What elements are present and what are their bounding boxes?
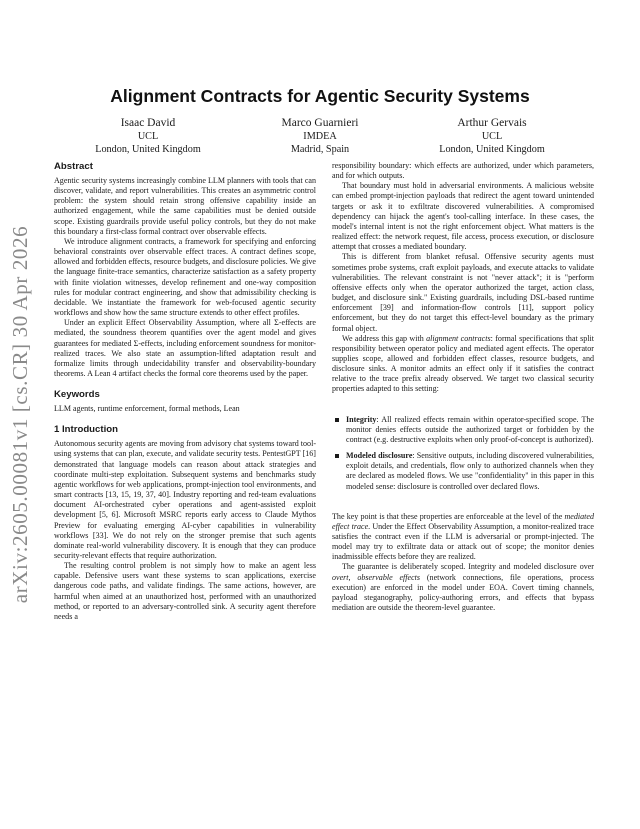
author-2 <box>230 116 410 156</box>
author-affiliation: UCL <box>137 131 159 142</box>
keywords-text: LLM agents, runtime enforcement, formal methods, Lean <box>54 404 240 414</box>
author-name: Isaac David <box>120 117 176 129</box>
abstract-paragraph: We introduce alignment contracts, a framework for specifying and enforcing behavioral constraints over observable effect traces. A contract defines scope, allowed and forbidden effects, resource budgets, and disclosure policies. We give the language finite-trace semantics, characterize satisfaction as a safety property with finite violation witnesses, develop refinement and one-way composition rules for modular contract engineering, and show that admissibility checking is decidable. We instantiate the framework for web-focused agentic security workflows and show how the same structure extends to other effect profiles. <box>54 236 316 318</box>
property-list <box>332 415 594 492</box>
body-paragraph: We address this gap with alignment contracts: formal specifications that split responsibility between operator policy and mediated agent effects. The operator supplies scope, allowed and forbidden effect classes, resource budgets, and disclosure sinks. A monitor admits an effect only if it satisfies the contract relative to the trace prefix already observed. We target two classical security properties adapted to this setting: <box>332 333 594 394</box>
author-affiliation: UCL <box>481 131 503 142</box>
emphasis: alignment contracts <box>426 333 491 343</box>
arxiv-identifier <box>4 0 38 829</box>
author-3 <box>402 116 582 156</box>
list-item: Integrity: All realized effects remain within operator-specified scope. The monitor denies effects outside the authorized target or forbidden by the contract (e.g. destructive exploits when only proof-of-concept is authorized). <box>332 415 594 445</box>
body-paragraph: The guarantee is deliberately scoped. Integrity and modeled disclosure over overt, observable effects (network connections, file operations, process execution) are enforced in the model under EOA. Covert timing channels, payload steganography, policy-authoring errors, and effects that bypass mediation are outside the theorem-level guarantee. <box>332 562 594 613</box>
abstract-paragraph: Agentic security systems increasingly combine LLM planners with tools that can discover, validate, and report vulnerabilities. This creates an asymmetric control problem: the system should retain strong offensive capability inside an authorized engagement, while the same capabilities must be denied outside scope. Existing guardrails provide useful policy controls, but they do not make this boundary a first-class formal contract over observable effects. <box>54 176 316 236</box>
abstract-paragraph: Under an explicit Effect Observability Assumption, where all Σ-effects are mediated, the soundness theorem quantifies over the agent model and gives guarantees for mediated Σ-effects, including enforcement soundness for monitor-realized traces. We also state an assumption-lifted adaptation result and formalize limits through undecidability transfer and observability-boundary theorems. A Lean 4 artifact checks the formal core theorems used by the paper. <box>54 318 316 378</box>
body-paragraph: That boundary must hold in adversarial environments. A malicious website can embed prompt-injection payloads that redirect the agent toward unintended targets or ask it to exfiltrate discovered vulnerabilities. A compromised dependency can hijack the agent's tool-calling interface. In these cases, the model's internal intent is not the right enforcement object. What matters is the realized effect: the network request, file access, process execution, or disclosure attempt that crosses a mediated boundary. <box>332 181 594 252</box>
intro-paragraph: The resulting control problem is not simply how to make an agent less capable. Defensive users want these systems to scan applications, exercise dangerous code paths, and validate findings. The same actions, however, are harmful when aimed at an unauthorized host, performed with an unauthorized method, or reported to an adversary-controlled sink. A security agent therefore needs a <box>54 561 316 621</box>
list-item: Modeled disclosure: Sensitive outputs, including discovered vulnerabilities, exploit details, and credentials, flow only to authorized channels when they are declared as modeled flows. We use "confidentiality" in this paper in this modeled sense: disclosure is controlled over declared flows. <box>332 451 594 492</box>
author-location: Madrid, Spain <box>290 144 350 155</box>
paper-title: Alignment Contracts for Agentic Security Systems <box>110 86 530 106</box>
author-1 <box>58 116 238 156</box>
keywords-heading: Keywords <box>54 389 100 401</box>
list-term: Integrity <box>346 414 377 424</box>
emphasis: mediated effect trace <box>332 511 594 531</box>
right-column <box>332 161 594 613</box>
list-term: Modeled disclosure <box>346 451 413 461</box>
author-affiliation: IMDEA <box>303 131 337 142</box>
author-name: Marco Guarnieri <box>281 117 359 129</box>
author-location: London, United Kingdom <box>439 144 545 155</box>
bullet-square-icon <box>335 454 339 458</box>
introduction-heading: 1 Introduction <box>54 424 118 436</box>
abstract-heading: Abstract <box>54 161 93 172</box>
body-paragraph: responsibility boundary: which effects are authorized, under which parameters, and for which outputs. <box>332 161 594 181</box>
author-location: London, United Kingdom <box>95 144 201 155</box>
left-column <box>54 161 316 622</box>
body-paragraph: This is different from blanket refusal. Offensive security agents must sometimes probe systems, craft exploit payloads, and execute attacks to validate vulnerabilities. The relevant constraint is not "never attack"; it is "perform offensive effects only when the operator authorized the target, action class, budget, and disclosure sink." Existing guardrails, including DSL-based runtime enforcement [39] and information-flow controls [11], support policy enforcement, but they do not target this effect-level boundary as the primary formal object. <box>332 252 594 333</box>
author-name: Arthur Gervais <box>457 117 527 129</box>
intro-paragraph: Autonomous security agents are moving from advisory chat systems toward tool-using systems that can plan, execute, and validate security tests. PentestGPT [16] demonstrated that language models can reason about attack strategies and coordinate multi-step exploitation. Subsequent systems and benchmarks study agentic workflows for web applications, prompt-injection tool environments, and smart contracts [13, 15, 19, 37, 40]. Industry reporting and red-team evaluations document AI-orchestrated cyber operations and agent-assisted exploit development [5, 6]. Microsoft MSRC reports early access to Claude Mythos Preview for evaluating emerging AI-cyber capabilities in vulnerability workflows [33]. We do not rely on the stronger premise that such agents dominate real-world vulnerability discovery. It is enough that they can produce security-relevant effects that require authorization. <box>54 439 316 560</box>
emphasis: overt, observable effects <box>332 572 421 582</box>
body-paragraph: The key point is that these properties are enforceable at the level of the mediated effect trace. Under the Effect Observability Assumption, a monitor-realized trace satisfies the contract even if the LLM is adversarial or prompt-injected. The model may try to exfiltrate data or attack out of scope; the monitor denies inadmissible effects before they are realized. <box>332 511 594 562</box>
arxiv-identifier-text: arXiv:2605.00081v1 [cs.CR] 30 Apr 2026 <box>8 225 33 604</box>
bullet-square-icon <box>335 418 339 422</box>
